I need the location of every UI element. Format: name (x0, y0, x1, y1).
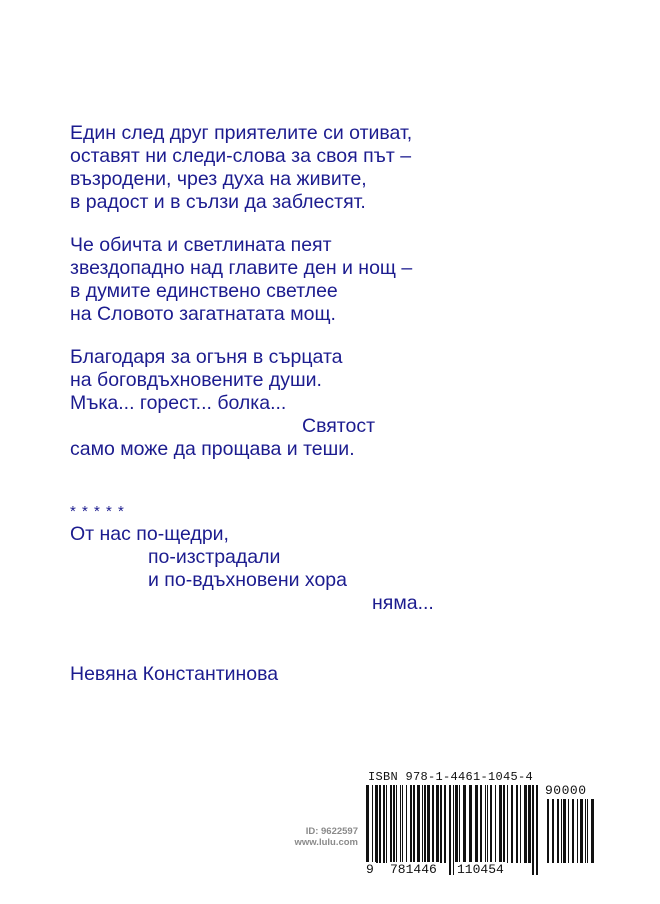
barcode-bar (449, 785, 451, 875)
poem-line: Благодаря за огъня в сърцата (70, 346, 343, 368)
barcode-bar (547, 799, 549, 863)
barcode-bar (410, 785, 412, 863)
barcode-bar (563, 799, 566, 863)
barcode-bar (487, 785, 488, 863)
poem-line: само може да прощава и теши. (70, 438, 355, 460)
author-name: Невяна Константинова (70, 663, 279, 685)
poem-line: на Словото загатнатата мощ. (70, 303, 336, 325)
barcode-bar (406, 785, 407, 863)
addon-digits: 90000 (545, 783, 587, 798)
poem-line: оставят ни следи-слова за своя път – (70, 145, 412, 167)
barcode-bar (552, 799, 554, 863)
barcode-bar (413, 785, 415, 863)
poem-line: и по-вдъхновени хора (148, 569, 347, 591)
barcode-bar (383, 785, 385, 863)
poem-line: в радост и в сълзи да заблестят. (70, 191, 366, 213)
stanza-1 (70, 122, 570, 214)
barcode-bar (424, 785, 426, 863)
barcode-bar (485, 785, 486, 863)
poem-line: Святост (302, 415, 376, 437)
barcode-bar (427, 785, 430, 863)
barcode-bar (475, 785, 478, 863)
barcode-bar (444, 785, 446, 863)
barcode-bar (572, 799, 574, 863)
poem-line: Че обичта и светлината пеят (70, 234, 332, 256)
barcode-bar (490, 785, 492, 863)
barcode-bar (580, 799, 583, 863)
poem-line: Един след друг приятелите си отиват, (70, 122, 413, 144)
barcode-bar (528, 785, 531, 863)
barcode-bar (499, 785, 502, 863)
barcode-bar (379, 785, 381, 863)
barcode-bar (417, 785, 420, 863)
barcode-bar (577, 799, 578, 863)
barcode-bar (507, 785, 508, 863)
stars-separator: * * * * * (70, 503, 125, 520)
barcode-bar (436, 785, 439, 863)
poem-line: няма... (372, 592, 434, 614)
barcode-bar (568, 799, 569, 863)
barcode-bar (524, 785, 527, 863)
barcode-bar (469, 785, 472, 863)
ean-first-digit: 9 (366, 862, 374, 877)
poem-line: по-изстрадали (148, 546, 281, 568)
stanza-2 (70, 234, 570, 326)
barcode-bar (587, 799, 588, 863)
publisher-url: www.lulu.com (294, 837, 358, 848)
publisher-id: ID: 9622597 (305, 826, 358, 837)
poem-line: Мъка... горест... болка... (70, 392, 287, 414)
barcode-bar (393, 785, 395, 863)
barcode-bar (440, 785, 442, 863)
barcode-bar (390, 785, 392, 863)
barcode-bar (375, 785, 378, 863)
barcode-bar (511, 785, 513, 863)
barcode-bar (536, 785, 538, 875)
stanza-3 (70, 346, 570, 461)
poem (70, 122, 570, 686)
barcode-bar (402, 785, 403, 863)
poem-line: на боговдъхновените души. (70, 369, 322, 391)
barcode-bar (516, 785, 518, 863)
barcode-bar (532, 785, 534, 875)
barcode-bar (453, 785, 454, 875)
barcode-bar (591, 799, 594, 863)
barcode-bar (480, 785, 482, 863)
ean-left-digits: 781446 (390, 862, 437, 877)
poem-line: От нас по-щедри, (70, 523, 229, 545)
addon-barcode (545, 799, 597, 875)
barcode-bar (557, 799, 559, 863)
barcode-bar (400, 785, 401, 863)
barcode-bar (561, 799, 562, 863)
publisher-info (276, 826, 358, 848)
poem-line: звездопадно над главите ден и нощ – (70, 257, 413, 279)
closing-stanza (70, 523, 570, 615)
barcode-bar (495, 785, 496, 863)
barcode-bar (585, 799, 586, 863)
barcode-bar (422, 785, 423, 863)
barcode-bar (463, 785, 466, 863)
barcode-bar (459, 785, 460, 863)
barcode-bar (386, 785, 387, 863)
isbn-label: ISBN 978-1-4461-1045-4 (368, 770, 534, 784)
poem-line: възродени, чрез духа на живите, (70, 168, 367, 190)
barcode-bar (396, 785, 397, 863)
barcode-bar (503, 785, 505, 863)
poem-line: в думите единствено светлее (70, 280, 338, 302)
ean-right-digits: 110454 (457, 862, 504, 877)
barcode-bar (432, 785, 434, 863)
barcode-bar (520, 785, 521, 863)
